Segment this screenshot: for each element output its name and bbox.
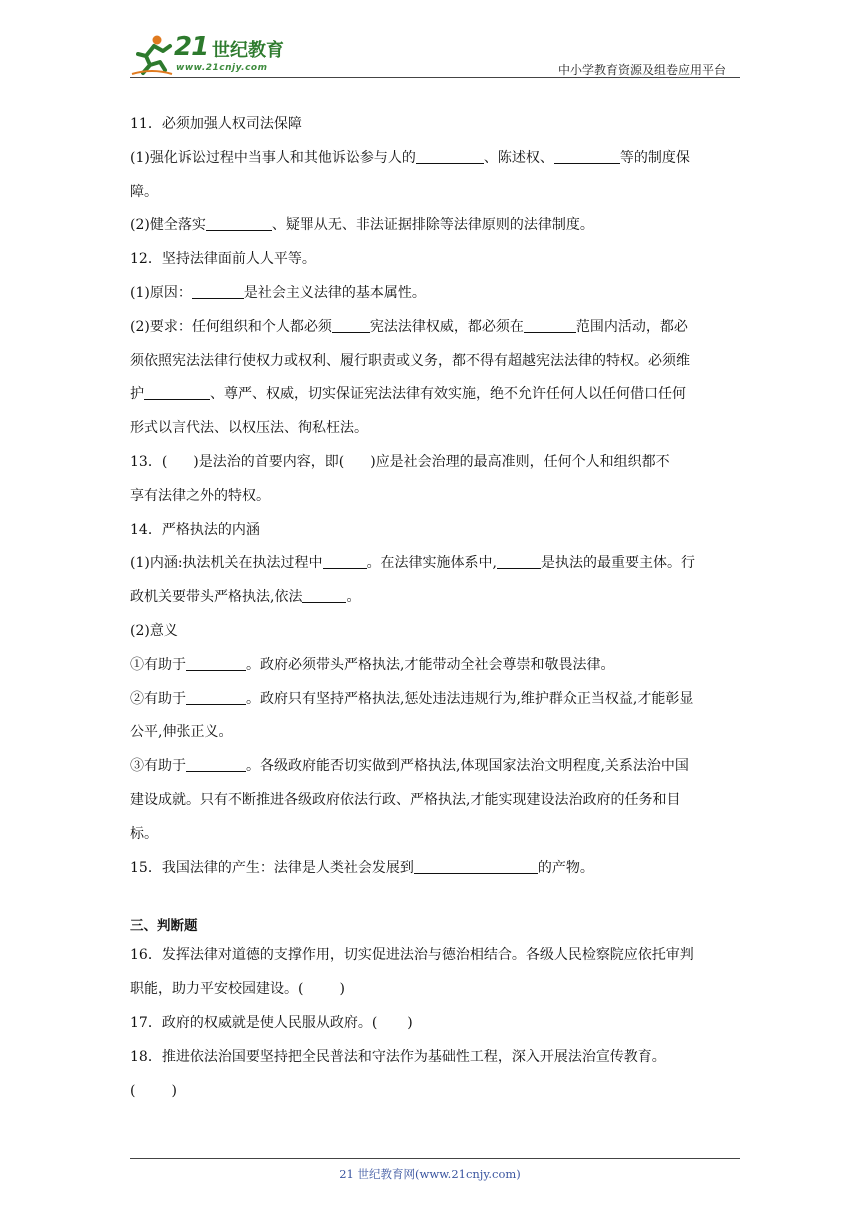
q14-item3: ③有助于 。各级政府能否切实做到严格执法,体现国家法治文明程度,关系法治中国 [130, 758, 689, 775]
q11-part1: (1)强化诉讼过程中当事人和其他诉讼参与人的 、陈述权、 等的制度保 [130, 149, 690, 166]
platform-name: 中小学教育资源及组卷应用平台 [557, 63, 726, 77]
q16-line1: 16．发挥法律对道德的支撑作用，切实促进法治与德治相结合。各级人民检察院应依托审判 [130, 947, 694, 964]
q12-part2-line3: 护 、尊严、权威，切实保证宪法法律有效实施，绝不允许任何人以任何借口任何 [130, 386, 686, 403]
section-heading: 三、判断题 [130, 918, 198, 935]
logo-21-text: 21 [174, 32, 209, 62]
q14-title: 14．严格执法的内涵 [130, 521, 260, 538]
runner-icon [130, 32, 174, 76]
q12-part2: (2)要求：任何组织和个人都必须 宪法法律权威，都必须在 范围内活动，都必 [130, 318, 688, 335]
answer-blank[interactable] [186, 656, 246, 671]
page-footer[interactable]: 21 世纪教育网(www.21cnjy.com) [339, 1167, 521, 1181]
answer-blank[interactable] [206, 216, 272, 231]
answer-blank[interactable] [302, 588, 346, 603]
logo-chinese-text: 世纪教育 [212, 40, 284, 61]
q14-item1: ①有助于 。政府必须带头严格执法,才能带动全社会尊崇和敬畏法律。 [130, 656, 615, 673]
page-header [130, 30, 740, 78]
answer-blank[interactable] [186, 690, 246, 705]
answer-blank[interactable] [524, 318, 576, 333]
document-body [130, 108, 736, 1108]
q11-part1-cont: 障。 [130, 183, 158, 200]
header-divider [130, 77, 740, 78]
q18-line1: 18．推进依法治国要坚持把全民普法和守法作为基础性工程，深入开展法治宣传教育。 [130, 1048, 666, 1065]
logo-url-text: www.21cnjy.com [176, 63, 268, 73]
q12-part2-line4: 形式以言代法、以权压法、徇私枉法。 [130, 420, 368, 437]
answer-blank[interactable] [497, 554, 541, 569]
q12-part2-line2: 须依照宪法法律行使权力或权利、履行职责或义务，都不得有超越宪法法律的特权。必须维 [130, 352, 690, 369]
q11-title: 11．必须加强人权司法保障 [130, 116, 302, 132]
q11-part2: (2)健全落实 、疑罪从无、非法证据排除等法律原则的法律制度。 [130, 217, 594, 234]
answer-blank[interactable] [186, 757, 246, 772]
q17: 17．政府的权威就是使人民服从政府。( ) [130, 1014, 413, 1031]
q18-line2: ( ) [130, 1082, 177, 1099]
answer-blank[interactable] [332, 318, 370, 333]
q13-line2: 享有法律之外的特权。 [130, 487, 270, 504]
answer-blank[interactable] [554, 149, 620, 164]
answer-blank[interactable] [414, 859, 538, 874]
q12-title: 12．坚持法律面前人人平等。 [130, 251, 316, 268]
q16-line2: 职能，助力平安校园建设。( ) [130, 981, 345, 998]
q14-item2-cont: 公平,伸张正义。 [130, 724, 233, 741]
answer-blank[interactable] [323, 554, 367, 569]
q15: 15．我国法律的产生：法律是人类社会发展到 的产物。 [130, 859, 594, 876]
q14-part1-cont: 政机关要带头严格执法,依法 。 [130, 589, 361, 606]
footer-divider [130, 1158, 740, 1159]
site-logo [130, 32, 300, 78]
q14-part2: (2)意义 [130, 622, 178, 639]
q12-part1: (1)原因： 是社会主义法律的基本属性。 [130, 284, 426, 301]
answer-blank[interactable] [416, 149, 484, 164]
q14-part1: (1)内涵:执法机关在执法过程中 。在法律实施体系中, 是执法的最重要主体。行 [130, 555, 696, 572]
q14-item3-line2: 建设成就。只有不断推进各级政府依法行政、严格执法,才能实现建设法治政府的任务和目 [130, 791, 681, 808]
answer-blank[interactable] [192, 284, 244, 299]
answer-blank[interactable] [144, 385, 210, 400]
q13-line1: 13．( )是法治的首要内容，即( )应是社会治理的最高准则，任何个人和组织都不 [130, 453, 670, 470]
q14-item3-line3: 标。 [130, 825, 158, 842]
q14-item2: ②有助于 。政府只有坚持严格执法,惩处违法违规行为,维护群众正当权益,才能彰显 [130, 690, 694, 707]
